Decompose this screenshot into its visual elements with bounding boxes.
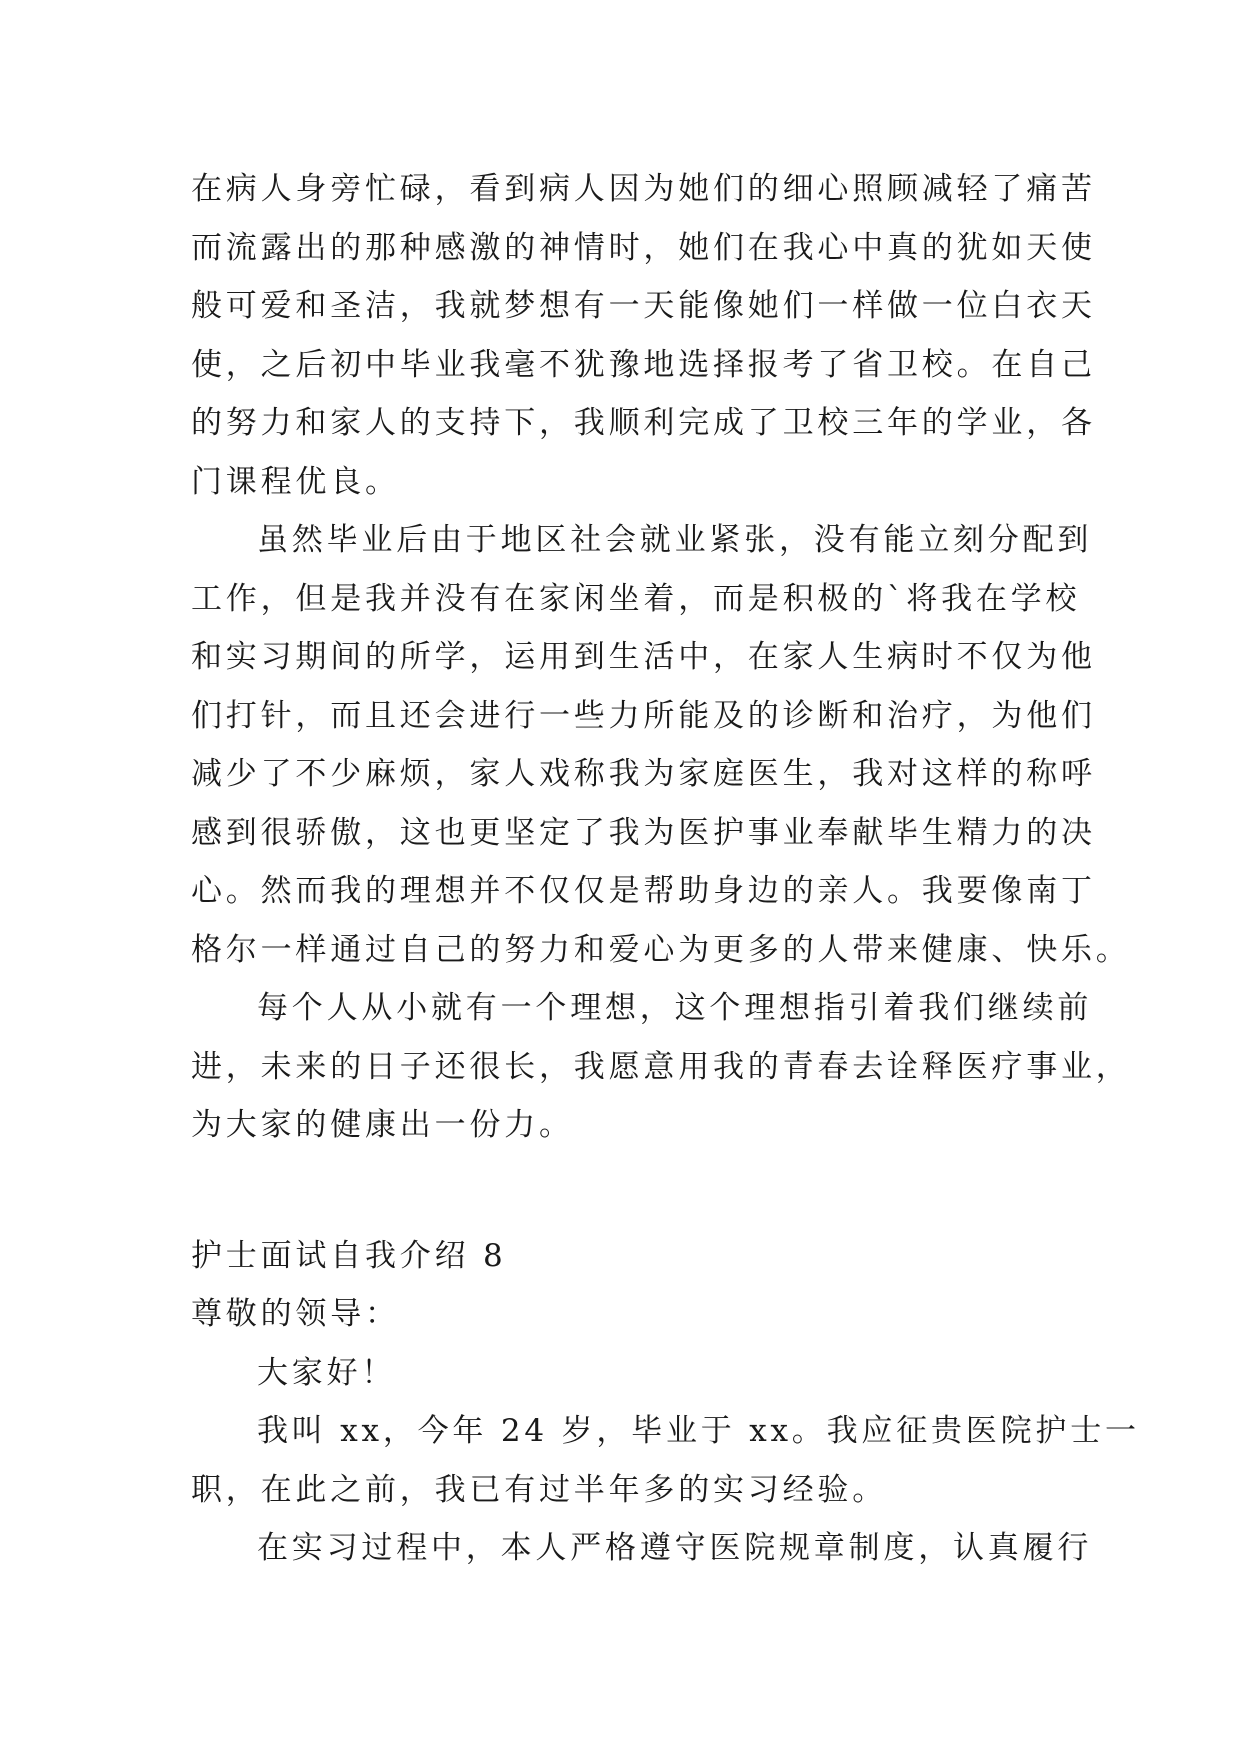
section-title: 护士面试自我介绍 8 <box>191 1237 507 1274</box>
text-line: 使，之后初中毕业我毫不犹豫地选择报考了省卫校。在自己 <box>191 346 1096 383</box>
text-line: 工作，但是我并没有在家闲坐着，而是积极的`将我在学校 <box>191 580 1081 617</box>
text-line: 和实习期间的所学，运用到生活中，在家人生病时不仅为他 <box>191 639 1096 675</box>
document-page <box>191 160 1140 1578</box>
text-line: 职，在此之前，我已有过半年多的实习经验。 <box>191 1471 887 1508</box>
text-line: 般可爱和圣洁，我就梦想有一天能像她们一样做一位白衣天 <box>191 288 1096 324</box>
paragraph <box>191 160 1096 511</box>
greeting: 大家好！ <box>257 1354 397 1391</box>
text-line: 的努力和家人的支持下，我顺利完成了卫校三年的学业，各 <box>191 405 1096 441</box>
text-line: 感到很骄傲，这也更坚定了我为医护事业奉献毕生精力的决 <box>191 814 1096 851</box>
text-line: 为大家的健康出一份力。 <box>191 1107 574 1143</box>
paragraph <box>191 511 1131 979</box>
text-line: 我叫 xx，今年 24 岁，毕业于 xx。我应征贵医院护士一 <box>257 1413 1140 1449</box>
text-line: 减少了不少麻烦，家人戏称我为家庭医生，我对这样的称呼 <box>191 756 1096 792</box>
text-line: 心。然而我的理想并不仅仅是帮助身边的亲人。我要像南丁 <box>191 873 1096 909</box>
text-line: 在病人身旁忙碌，看到病人因为她们的细心照顾减轻了痛苦 <box>191 171 1096 207</box>
paragraph <box>191 1519 1093 1578</box>
text-line: 进，未来的日子还很长，我愿意用我的青春去诠释医疗事业， <box>191 1048 1131 1085</box>
text-line: 们打针，而且还会进行一些力所能及的诊断和治疗，为他们 <box>191 697 1096 734</box>
paragraph <box>191 1402 1140 1519</box>
text-line: 虽然毕业后由于地区社会就业紧张，没有能立刻分配到 <box>257 522 1093 558</box>
paragraph <box>191 979 1131 1155</box>
section-spacer <box>191 1155 1059 1227</box>
text-line: 格尔一样通过自己的努力和爱心为更多的人带来健康、快乐。 <box>191 931 1131 968</box>
salutation: 尊敬的领导： <box>191 1296 400 1332</box>
text-line: 门课程优良。 <box>191 463 400 500</box>
text-line: 每个人从小就有一个理想，这个理想指引着我们继续前 <box>257 990 1093 1026</box>
text-line: 在实习过程中，本人严格遵守医院规章制度，认真履行 <box>257 1530 1093 1566</box>
text-line: 而流露出的那种感激的神情时，她们在我心中真的犹如天使 <box>191 229 1096 266</box>
